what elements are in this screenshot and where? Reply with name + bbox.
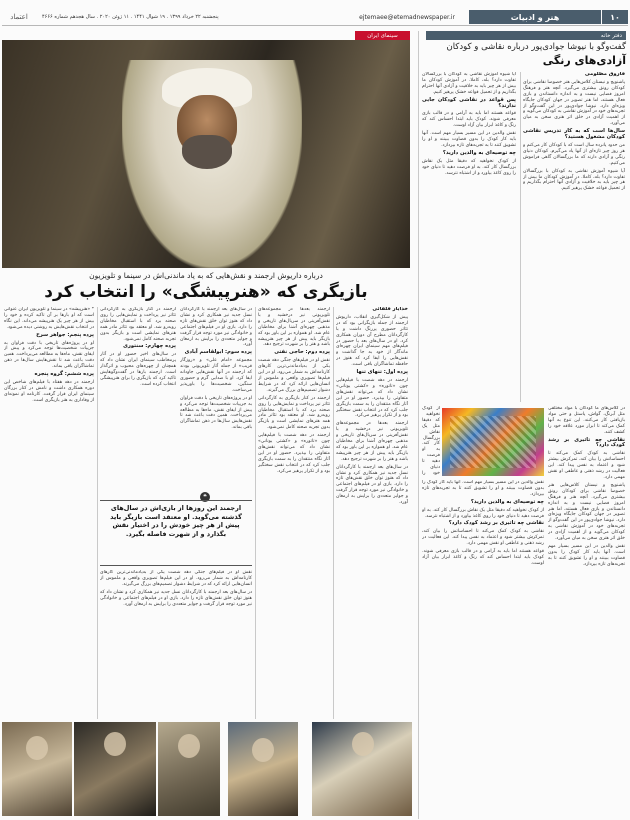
header-rule bbox=[2, 25, 628, 26]
column-text: پاشنویج و نیستان کلاس‌هایی هنر خصوصا نقاشی برای کودکان رونق بیشتری می‌گیرد. آنچه هنر و فرهنگ امروز فضایی نیست و به اندازه دانستاندن و بازی فعال هستند، اما هنر تصویر در جهان کودکان جایگاه ویژه‌ای دارد. نیوشا جوادی‌پور در این گفت‌وگو از تجربه‌های خود در آموزش نقاشی به کودکان می‌گوید و از اهمیت آزادی در خلق اثر هنری سخن به میان می‌آورد. bbox=[523, 79, 625, 127]
column-text: او در پروژه‌های تاریخی با دقت فراوان به جزییات شخصیت‌ها توجه می‌کرد و پیش از ایفای نقش، ماه‌ها به مطالعه می‌پرداخت. همین دقت باعث شد تا نقش‌هایش سال‌ها در ذهن تماشاگران باقی بماند. bbox=[4, 340, 94, 370]
column-text: ارجمند در کنار بازیگری به کارگردانی تئاتر نیز پرداخت و نمایش‌هایی را روی صحنه برد که با استقبال مخاطبان روبه‌رو شد. او معتقد بود تئاتر مادر همه هنرهای نمایشی است و بازیگر بدون تجربه صحنه کامل نمی‌شود. bbox=[100, 307, 176, 342]
article-kicker: درباره داریوش ارجمند و نقش‌هایی که به یاد ماندنی‌اش در سینما و تلویزیون bbox=[89, 271, 323, 280]
left-article-column-4b bbox=[100, 570, 252, 720]
column-subhead: پرده اول: تنهای تنها bbox=[356, 369, 408, 376]
film-still-thumbnail bbox=[312, 722, 412, 816]
left-article-column-4 bbox=[100, 307, 176, 497]
column-text: قواعد هستند اما باید به آرامی و در قالب بازی معرفی شوند. کودک باید ابتدا احساس کند که رنگ و کاغذ ابزار بیان آزاد اوست. bbox=[422, 111, 516, 129]
column-text: ارجمند در دهه هفتاد با فیلم‌های شاخص این دوره همکاری داشت و نامش در کنار بزرگان سینمای ایران قرار گرفت. کارنامه او نمونه‌ای از وفاداری به هنر بازیگری است. bbox=[4, 379, 94, 403]
column-divider bbox=[333, 307, 334, 719]
column-divider bbox=[97, 307, 98, 719]
right-article-column-1 bbox=[523, 72, 625, 402]
column-subhead: نقاشی چه تاثیری بر رشد کودک دارد؟ bbox=[548, 436, 625, 449]
film-still-thumbnail bbox=[158, 722, 220, 816]
column-subhead: پرده پنجم: جواهر سرخ bbox=[36, 331, 94, 338]
column-subhead: چه توصیه‌ای به والدین دارید؟ bbox=[470, 498, 544, 505]
column-text: از کودک نخواهید که دقیقا مثل یک نقاش بزرگسال کار کند. به او فرصت دهید تا دنیای خود را bbox=[422, 406, 440, 476]
left-article-column-1 bbox=[336, 307, 408, 719]
right-article-headline: آزادی‌های رنگی bbox=[542, 54, 626, 67]
right-article-column-4 bbox=[422, 480, 544, 816]
column-text: ارجمند در دهه شصت با فیلم‌هایی چون «تاتوره» و «کشتی یونانی» نشان داد که می‌تواند نقش‌های متفاوتی را بپذیرد. حضور او در این آثار نگاه منتقدان را به سمت بازیگری جلب کرد که در انتخاب نقش سختگیر بود و از تکرار پرهیز می‌کرد. bbox=[258, 433, 330, 474]
column-divider bbox=[255, 307, 256, 719]
column-divider bbox=[520, 72, 521, 402]
column-text: در سال‌های بعد ارجمند با کارگردانان نسل جدید نیز همکاری کرد و نشان داد که هنوز توان خلق نقش‌های تازه را دارد. بازی او در فیلم‌های اجتماعی و خانوادگی نیز مورد توجه قرار گرفت و جوایز متعددی را برایش به ارمغان آورد. bbox=[336, 464, 408, 506]
right-article-column-2 bbox=[422, 72, 516, 402]
column-subhead: نقاشی چه تاثیری بر رشد کودک دارد؟ bbox=[448, 520, 544, 527]
column-subhead: پرده سوم: ابولقاسم آبادی bbox=[184, 349, 252, 356]
left-article-column-5 bbox=[4, 307, 94, 719]
column-text: ارجمند در دهه شصت با فیلم‌هایی چون «تاتوره» و «کشتی یونانی» نشان داد که می‌تواند نقش‌های متفاوتی را بپذیرد. حضور او در این آثار نگاه منتقدان را به سمت بازیگری جلب کرد که در انتخاب نقش سختگیر بود و از تکرار پرهیز می‌کرد. bbox=[336, 377, 408, 419]
column-text: در سال‌های بعد ارجمند با کارگردانان نسل جدید نیز همکاری کرد و نشان داد که هنوز توان خلق نقش‌های تازه را دارد. بازی او در فیلم‌های اجتماعی و خانوادگی نیز مورد توجه قرار گرفت و جوایز متعددی را برایش به ارمغان آورد. bbox=[100, 589, 252, 607]
left-article-column-2 bbox=[258, 307, 330, 719]
date-line: پنجشنبه ۲۲ خرداد ۱۳۹۹ . ۱۹ شوال ۱۴۴۱ . ۱۱ ژوئن ۲۰۲۰ . سال هجدهم شماره ۴۶۶۶ bbox=[42, 14, 219, 20]
column-subhead: پرده چهارم: سنتوری bbox=[123, 343, 176, 350]
right-section-badge: دفتر خانه bbox=[426, 31, 626, 40]
column-text: در کلاس‌های ما کودکان با مواد مختلفی مثل آبرنگ، گواش، پاستل و حتی مواد بازیافتی کار می‌کنند. این تنوع به آنها کمک می‌کند تا ابزار مورد علاقه خود را کشف کنند. bbox=[548, 406, 625, 435]
right-article-column-3 bbox=[548, 406, 625, 816]
article-headline: بازیگری که «هنرپیشگی» را انتخاب کرد bbox=[44, 282, 368, 302]
page-number: ۱۰ bbox=[602, 10, 628, 24]
right-article-author: فاروق مظلومی bbox=[584, 72, 625, 77]
photo-beard bbox=[182, 135, 232, 169]
film-still-thumbnail bbox=[228, 722, 298, 816]
column-text: نقش او در فیلم‌های جنگی دهه شصت یکی از به‌یادماندنی‌ترین کارهای کارنامه‌اش به شمار می‌رود. او در این فیلم‌ها تصویری واقعی و ملموس از انسان‌هایی ارائه کرد که در شرایط دشوار تصمیم‌های بزرگ می‌گیرند. bbox=[258, 358, 330, 393]
column-subhead: پرده دوم: حاجی نفتی bbox=[274, 349, 330, 356]
column-text: نقش والدین در این مسیر بسیار مهم است. آنها باید کار کودک را بدون قضاوت ببینند و او را تشویق کنند تا به تجربه‌های تازه بپردازد. bbox=[548, 543, 625, 567]
column-text: نقش والدین در این مسیر بسیار مهم است. آنها باید کار کودک را بدون قضاوت ببینند و او را تشویق کنند تا به تجربه‌های تازه بپردازد. bbox=[422, 131, 516, 148]
column-text: ارجمند در کنار بازیگری به کارگردانی تئاتر نیز پرداخت و نمایش‌هایی را روی صحنه برد که با استقبال مخاطبان روبه‌رو شد. او معتقد بود تئاتر مادر همه هنرهای نمایشی است و بازیگر بدون تجربه صحنه کامل نمی‌شود. bbox=[258, 395, 330, 431]
article-author: خدایار قلفائی bbox=[372, 307, 408, 312]
main-photo bbox=[2, 40, 410, 268]
column-text: از کودک نخواهید که دقیقا مثل یک نقاش بزرگسال کار کند. به او فرصت دهید تا دنیای خود را روی کاغذ بیاورد و از اشتباه نترسد. bbox=[422, 158, 516, 176]
column-text: پاشنویج و نیستان کلاس‌هایی هنر خصوصا نقاشی برای کودکان رونق بیشتری می‌گیرد. آنچه هنر و فرهنگ امروز فضایی نیست و به اندازه دانستاندن و بازی فعال هستند، اما هنر تصویر در جهان کودکان جایگاه ویژه‌ای دارد. نیوشا جوادی‌پور در این گفت‌وگو از تجربه‌های خود در آموزش نقاشی به کودکان می‌گوید و از اهمیت آزادی در خلق اثر هنری سخن به میان می‌آورد. bbox=[548, 482, 625, 542]
column-text: پیش از شکل‌گیری انقلاب، داریوش ارجمند از جمله بازیگرانی بود که در تئاتر حضوری پررنگ داشت و با کارگردانان مطرح آن دوران همکاری کرد. او در سال‌های بعد با حضور در فیلم‌های مهم سینمای ایران چهره‌ای ماندگار از خود به جا گذاشت و نقش‌هایی را ایفا کرد که هنوز در حافظه تماشاگران باقی است. bbox=[336, 314, 408, 368]
column-text: در سال‌های بعد ارجمند با کارگردانان نسل جدید نیز همکاری کرد و نشان داد که هنوز توان خلق نقش‌های تازه را دارد. بازی او در فیلم‌های اجتماعی و خانوادگی نیز مورد توجه قرار گرفت و جوایز متعددی را برایش به ارمغان آورد. bbox=[180, 307, 252, 348]
column-text: مجموعه «امام علی» و «روزگار قریب» از جمله آثار تلویزیونی بودند که ارجمند در آنها نقش‌هایی جاودانه ایفا کرد. او با صدایی گرم و حضوری سنگین، شخصیت‌ها را باورپذیر می‌ساخت. bbox=[180, 358, 252, 393]
contact-email[interactable]: ejtemaee@etemadnewspaper.ir bbox=[359, 13, 455, 21]
column-text: نقاشی به کودک کمک می‌کند تا احساساتش را بیان کند، تمرکزش بیشتر شود و اعتماد به نفس پیدا کند. این فعالیت در رشد ذهنی و عاطفی او نقش مهمی دارد. bbox=[422, 529, 544, 547]
column-text: ارجمند بعدها در مجموعه‌های تلویزیونی نیز درخشید و با نقش‌آفرینی در سریال‌های تاریخی و مذهبی چهره‌ای آشنا برای مخاطبان عام شد. او همواره بر این باور بود که بازیگر باید پیش از هر چیز هنرپیشه باشد و هنر را بر شهرت ترجیح دهد. bbox=[336, 421, 408, 462]
right-article-column-4-narrow bbox=[422, 406, 440, 476]
column-text: آیا شیوه آموزش نقاشی به کودکان با بزرگسالان تفاوت دارد؟ بله، کاملا. در آموزش کودکان ما بیش از هر چیز باید به خلاقیت و آزادی آنها احترام بگذاریم و از تحمیل قواعد خشک پرهیز کنیم. bbox=[523, 168, 625, 192]
film-still-thumbnail bbox=[2, 722, 72, 816]
column-subhead: پرده ششم: گروه پنجره bbox=[34, 371, 94, 378]
column-subhead: سال‌ها است که به کار تدریس نقاشی کودکان مشغول هستید؟ bbox=[523, 128, 625, 141]
newspaper-logo: اعتماد bbox=[10, 13, 28, 21]
section-divider bbox=[418, 31, 419, 819]
section-title: هنر و ادبیات bbox=[469, 10, 601, 24]
column-text: از کودک نخواهید که دقیقا مثل یک نقاش بزرگسال کار کند. به او فرصت دهید تا دنیای خود را روی کاغذ بیاورد و از اشتباه نترسد. bbox=[422, 507, 544, 519]
column-text: ارجمند بعدها در مجموعه‌های تلویزیونی نیز درخشید و با نقش‌آفرینی در سریال‌های تاریخی و مذهبی چهره‌ای آشنا برای مخاطبان عام شد. او همواره بر این باور بود که بازیگر باید پیش از هر چیز هنرپیشه باشد و هنر را بر شهرت ترجیح دهد. bbox=[258, 307, 330, 348]
right-article-title: گفت‌وگو با نیوشا جوادی‌پور درباره نقاشی و کودکان bbox=[446, 42, 626, 52]
column-subhead: چه توصیه‌ای به والدین دارید؟ bbox=[442, 149, 516, 156]
film-still-thumbnail bbox=[74, 722, 156, 816]
column-text: * «هنرپیشه» در سینما و تلویزیون ایران عنوانی است که او بارها بر آن تاکید کرده و خود را بیش از هر چیز یک هنرپیشه می‌داند. این نگاه در انتخاب نقش‌هایش به روشنی دیده می‌شود. bbox=[4, 307, 94, 330]
column-subhead: پس قواعد در نقاشی کودکان جایی ندارند؟ bbox=[422, 96, 516, 109]
column-text: من حدود پانزده سال است که با کودکان کار می‌کنم و هر روز چیز تازه‌ای از آنها یاد می‌گیرم. کودکان دنیای رنگی و آزادی دارند که ما بزرگسالان گاهی فراموش می‌کنیم. bbox=[523, 142, 625, 166]
column-text: او در پروژه‌های تاریخی با دقت فراوان به جزییات شخصیت‌ها توجه می‌کرد و پیش از ایفای نقش، ماه‌ها به مطالعه می‌پرداخت. همین دقت باعث شد تا نقش‌هایش سال‌ها در ذهن تماشاگران باقی بماند. bbox=[180, 395, 252, 431]
cinema-badge: سینمای ایران bbox=[355, 31, 410, 40]
pull-quote: ارجمند این روزها از بازی‌اش در سال‌های گذشته می‌گوید. او معتقد است بازیگر باید پیش از هر چیز خودش را در اختیار نقش بگذارد و از شهرت فاصله بگیرد. bbox=[100, 500, 252, 566]
column-text: در سال‌های اخیر حضور او در آثار پرمخاطب سینمای ایران نشان داد که همچنان از چهره‌های محبوب و اثرگذار است. ارجمند بارها در گفت‌وگوهایش تاکید کرد که بازیگری را برای هنرپیشگی انتخاب کرده است. bbox=[100, 352, 176, 387]
column-text: آیا شیوه آموزش نقاشی به کودکان با بزرگسالان تفاوت دارد؟ بله، کاملا. در آموزش کودکان ما بیش از هر چیز باید به خلاقیت و آزادی آنها احترام بگذاریم و از تحمیل قواعد خشک پرهیز کنیم. bbox=[422, 72, 516, 95]
column-text: نقش والدین در این مسیر بسیار مهم است. آنها باید کار کودک را بدون قضاوت ببینند و او را تشویق کنند تا به تجربه‌های تازه بپردازد. bbox=[422, 480, 544, 497]
quote-mark-icon: ❝ bbox=[200, 492, 210, 502]
column-text: قواعد هستند اما باید به آرامی و در قالب بازی معرفی شوند. کودک باید ابتدا احساس کند که رنگ و کاغذ ابزار بیان آزاد اوست. bbox=[422, 549, 544, 566]
column-text: نقاشی به کودک کمک می‌کند تا احساساتش را بیان کند، تمرکزش بیشتر شود و اعتماد به نفس پیدا کند. این فعالیت در رشد ذهنی و عاطفی او نقش مهمی دارد. bbox=[548, 451, 625, 480]
child-painting-image bbox=[442, 408, 544, 476]
page-header bbox=[2, 10, 628, 24]
column-text: نقش او در فیلم‌های جنگی دهه شصت یکی از به‌یادماندنی‌ترین کارهای کارنامه‌اش به شمار می‌رود. او در این فیلم‌ها تصویری واقعی و ملموس از انسان‌هایی ارائه کرد که در شرایط دشوار تصمیم‌های بزرگ می‌گیرند. bbox=[100, 570, 252, 587]
